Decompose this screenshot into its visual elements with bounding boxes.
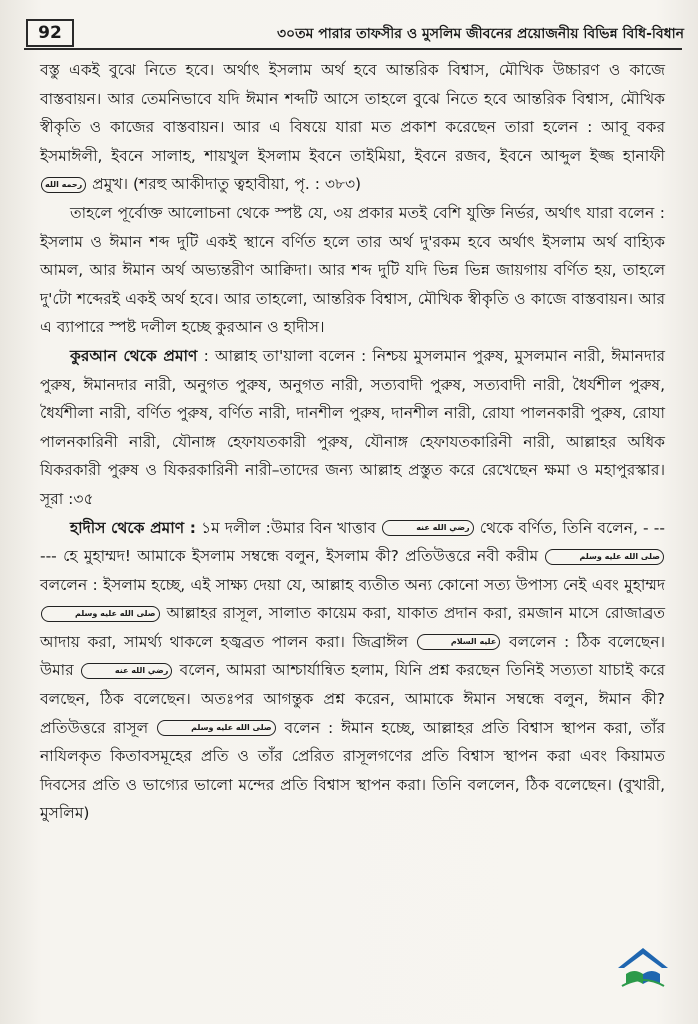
page-number: 92 (26, 19, 74, 47)
hadith-text-g: বলেন : ঈমান হচ্ছে, আল্লাহর প্রতি বিশ্বাস স্থাপন করা, তাঁর নাযিলকৃত কিতাবসমূহের প্রতি ও তাঁর প্রেরিত রাসূলগণের প্রতি বিশ্বাস স্থাপন করা এবং কিয়ামত দিবসের প্রতি ও ভাগ্যের ভালো মন্দের প্রতি বিশ্বাস স্থাপন করা। তিনি বললেন, ঠিক বলেছেন। (বুখারী, মুসলিম) (40, 718, 665, 823)
paragraph-quran-proof (40, 342, 665, 514)
rahimahullah-seal: رحمه الله (41, 177, 86, 193)
paragraph-hadith-proof (40, 514, 665, 829)
sallallahu-seal: صلى الله عليه وسلم (545, 549, 664, 565)
sallallahu-seal: صلى الله عليه وسلم (157, 720, 276, 736)
quran-proof-heading: কুরআন থেকে প্রমাণ (70, 346, 198, 365)
hadith-text-e: বললেন : ঠিক বলেছেন। উমার (40, 632, 666, 680)
paragraph-1-citation: প্রমুখ। (শরহু আকীদাতু ত্বহাবীয়া, পৃ. : ৩৮৩) (92, 175, 362, 194)
paragraph-1 (40, 56, 665, 199)
hadith-text-b: থেকে বর্ণিত, তিনি বলেন, - ----- হে মুহাম্মদ! আমাকে ইসলাম সম্বন্ধে বলুন, ইসলাম কী? প্রতিউত্তরে নবী করীম (40, 518, 665, 566)
hadith-text-f: বলেন, আমরা আশ্চার্যান্বিত হলাম, যিনি প্রশ্ন করছেন তিনিই সত্যতা যাচাই করে বলছেন, ঠিক বলেছেন। অতঃপর আগন্তুক প্রশ্ন করেন, আমাকে ঈমান সম্বন্ধে বলুন, ঈমান কী? প্রতিউত্তরে রাসূল (40, 661, 665, 737)
hadith-text-c: বললেন : ইসলাম হচ্ছে, এই সাক্ষ্য দেয়া যে, আল্লাহ ব্যতীত অন্য কোনো সত্য উপাস্য নেই এবং মুহাম্মদ (40, 575, 665, 594)
hadith-text-a: ১ম দলীল :উমার বিন খাত্তাব (201, 518, 377, 537)
hadith-proof-heading: হাদীস থেকে প্রমাণ : (70, 518, 196, 537)
sallallahu-seal: صلى الله عليه وسلم (41, 606, 160, 622)
alayhissalam-seal: عليه السلام (417, 634, 500, 650)
paragraph-2: তাহলে পূর্বোক্ত আলোচনা থেকে স্পষ্ট যে, ৩য় প্রকার মতই বেশি যুক্তি নির্ভর, অর্থাৎ যারা বলেন : ইসলাম ও ঈমান শব্দ দুটি একই স্থানে বর্ণিত হলে তার অর্থ দু'রকম হবে অর্থাৎ ইসলাম অর্থ বাহ্যিক আমল, আর ঈমান অর্থ অভ্যন্তরীণ আক্বিদা। আর শব্দ দুটি যদি ভিন্ন ভিন্ন জায়গায় বর্ণিত হয়, তাহলে দু'টো শব্দেরই একই অর্থ হবে। আর তাহলো, আন্তরিক বিশ্বাস, মৌখিক স্বীকৃতি ও কাজে বাস্তবায়ন। আর এ ব্যাপারে স্পষ্ট দলীল হচ্ছে কুরআন ও হাদীস। (40, 203, 665, 337)
paragraph-1-text: বস্তু একই বুঝে নিতে হবে। অর্থাৎ ইসলাম অর্থ হবে আন্তরিক বিশ্বাস, মৌখিক উচ্চারণ ও কাজে বাস্তবায়ন। আর তেমনিভাবে যদি ঈমান শব্দটি আসে তাহলে বুঝে নিতে হবে আন্তরিক বিশ্বাস, মৌখিক স্বীকৃতি ও কাজের বাস্তবায়ন। আর এ বিষয়ে যারা মত প্রকাশ করেছেন তারা হলেন : আবূ বকর ইসমাঈলী, ইবনে সালাহ, শায়খুল ইসলাম ইবনে তাইমিয়া, ইবনে রজব, ইবনে আব্দুল ইজ্জ হানাফী (40, 61, 665, 165)
page-body (40, 56, 665, 828)
radiyallahu-seal: رضي الله عنه (382, 520, 473, 536)
quran-proof-text: : আল্লাহ তা'য়ালা বলেন : নিশ্চয় মুসলমান পুরুষ, মুসলমান নারী, ঈমানদার পুরুষ, ঈমানদার নারী, অনুগত পুরুষ, অনুগত নারী, সত্যবাদী পুরুষ, সত্যবাদী নারী, ধৈর্যশীল পুরুষ, ধৈর্যশীলা নারী, বর্ণিত পুরুষ, বর্ণিত নারী, দানশীল পুরুষ, দানশীল নারী, রোযা পালনকারী পুরুষ, রোযা পালনকারিনী নারী, যৌনাঙ্গ হেফাযতকারী পুরুষ, যৌনাঙ্গ হেফাযতকারিনী নারী, আল্লাহর অধিক যিকরকারী পুরুষ ও যিকরকারিনী নারী–তাদের জন্য আল্লাহ প্রস্তুত করে রেখেছেন ক্ষমা ও মহাপুরস্কার। সূরা :৩৫ (40, 346, 666, 508)
publisher-logo-icon (614, 944, 672, 988)
running-title: ৩০তম পারার তাফসীর ও মুসলিম জীবনের প্রয়োজনীয় বিভিন্ন বিধি-বিধান (276, 26, 684, 42)
hadith-text-d: আল্লাহর রাসূল, সালাত কায়েম করা, যাকাত প্রদান করা, রমজান মাসে রোজাব্রত আদায় করা, সামর্থ্য থাকলে হজ্বব্রত পালন করা। জিব্রাঈল (40, 604, 665, 651)
logo-roof (618, 948, 668, 968)
radiyallahu-seal: رضي الله عنه (81, 663, 172, 679)
